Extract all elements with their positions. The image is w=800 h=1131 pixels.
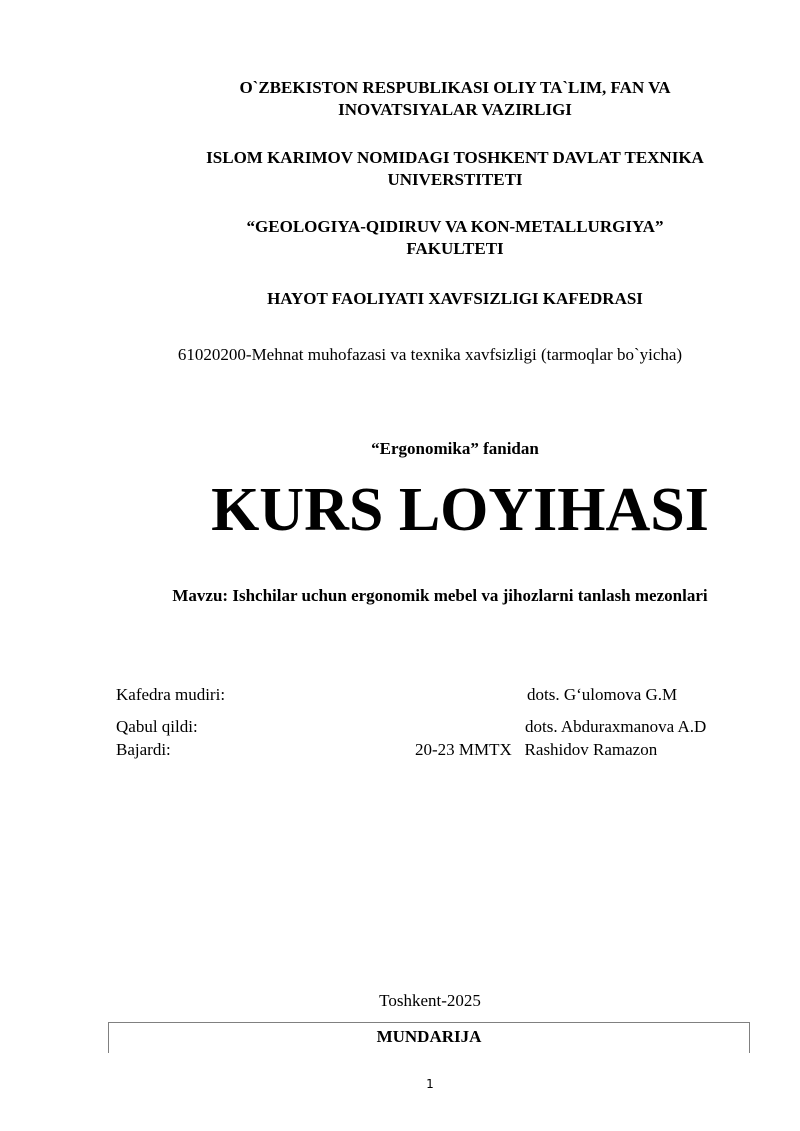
- ministry-line-2: INOVATSIYALAR VAZIRLIGI: [338, 100, 572, 119]
- topic-line: Mavzu: Ishchilar uchun ergonomik mebel va jihozlarni tanlash mezonlari: [172, 586, 708, 605]
- role-name-author: 20-23 MMTX Rashidov Ramazon: [415, 740, 658, 759]
- faculty-line-2: FAKULTETI: [406, 239, 504, 258]
- role-label-author: Bajardi:: [116, 740, 171, 759]
- role-name-head: dots. G‘ulomova G.M: [527, 685, 678, 704]
- university-line-1: ISLOM KARIMOV NOMIDAGI TOSHKENT DAVLAT TEXNIKA: [206, 148, 704, 167]
- role-label-head: Kafedra mudiri:: [116, 685, 226, 704]
- main-title: KURS LOYIHASI: [211, 476, 709, 544]
- university-line-2: UNIVERSTITETI: [387, 170, 523, 189]
- role-label-reviewer: Qabul qildi:: [116, 717, 198, 736]
- department-name: HAYOT FAOLIYATI XAVFSIZLIGI KAFEDRASI: [267, 289, 643, 308]
- ministry-line-1: O`ZBEKISTON RESPUBLIKASI OLIY TA`LIM, FAN VA: [239, 78, 671, 97]
- subject-line: “Ergonomika” fanidan: [371, 439, 539, 458]
- faculty-name: [160, 216, 750, 260]
- ministry-name: [160, 77, 750, 121]
- toc-title: MUNDARIJA: [376, 1027, 482, 1046]
- table-of-contents-header: [108, 1022, 750, 1053]
- specialty-code: 61020200-Mehnat muhofazasi va texnika xavfsizligi (tarmoqlar bo`yicha): [177, 345, 683, 364]
- faculty-line-1: “GEOLOGIYA-QIDIRUV VA KON-METALLURGIYA”: [246, 217, 664, 236]
- page-number: 1: [426, 1077, 434, 1091]
- city-year: Toshkent-2025: [379, 991, 481, 1010]
- university-name: [160, 147, 750, 191]
- role-name-reviewer: dots. Abduraxmanova A.D: [525, 717, 707, 736]
